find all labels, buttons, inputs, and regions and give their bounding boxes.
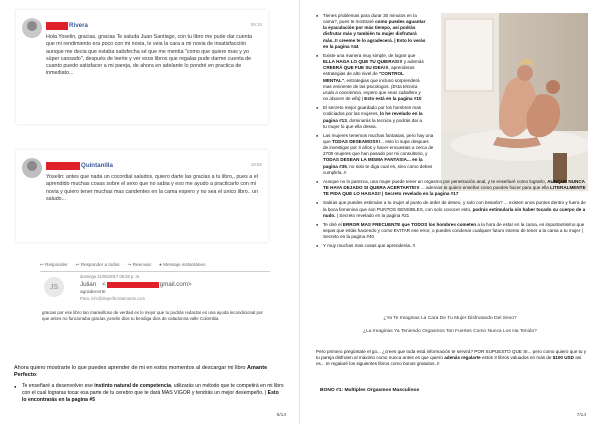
intro-paragraph: Ahora quiero mostrarte lo que puedes aprender de mi en estos momentos al descargar mi libro Amante Perfecto: (14, 365, 268, 379)
email-date: domingo 21/05/2017 06:26 p. m. (80, 274, 141, 279)
list-item: ● Existe una manera muy simple, de lograr que ELLA HAGA LO QUE TU QUIERAS!!! y además CREERÁ QUE FUE SU IDEA!!!, aprenderas estrategias de alto nivel de "CONTROL MENTAL", estrategias que incluso sorprenderá mas eminente de las psicologos. (Esta técnica usala a conciencia, espero que seas caballero y no abuses de ella) | Esto está en la pagina #10 (316, 53, 426, 102)
question-1: ¿Ya Te Imaginas La Cara De Tu Mujer Disfrutando Del Sexo? (383, 316, 517, 321)
commenter-surname: Quintanilla (81, 162, 113, 169)
list-item: ● Te diré el ERROR MAS FRECUENTE que TODOS los hombres cometen a la hora de estar en la cama, es importantisimo que sepas que estás haciendo y como EVITAR ese error, o puedes condenar cualquier futuro intento de tener a la cama a tu mujer | Secreto en la pagina #40 (316, 222, 588, 240)
closing-paragraph: Pero primero pregúntate el go... ¿crees que toda está información te servirá? POR SUPUESTO QUE SI... pero como quiero que tu y tu pareja disfruten al máximo como nunca antes es que quiero adenás regalarte estos 3 libros valuados en más de $100 USD así es... te regalaré los siguientes libros como bonos gratuitos..!! (316, 349, 587, 367)
redaction-bar (46, 162, 80, 170)
email-body: gracias por ese libro tan maravilloso de verdad es lo mejor que tu podrás redactar es una ayuda incondicional por que antes no funcionaba gracias yoselin dios tu bendiga dios de catadonna valle Colombia (42, 310, 263, 321)
list-item: ● Tienes problemas para durar 30 minutos en la cama?, pues te mostraré como puedes aguantar la eyaculación por más tiempo, así podrás disfrutar más y también tu mujer disfrutará más..!! creeme te lo agradecerá. | Esto lo verás en la pagina #44 (316, 13, 426, 50)
sender-name: Julian (80, 281, 97, 288)
page-number: 6/14 (276, 413, 286, 418)
sender-avatar: JS (44, 277, 64, 297)
redaction-bar (107, 282, 159, 288)
commenter-name (46, 21, 88, 30)
email-recipient: Para: info@deperfectoamante.com (80, 296, 146, 301)
list-item: ● El secreto mejor guardado por los hombres mas codiciados por las mujeres, lo he revelado en la pagina #13, dominarás la tecnica y podrás dar a tu mujer lo que ella desea. (316, 105, 426, 130)
testimonial-card-rivera (16, 10, 268, 124)
testimonial-card-quintanilla (16, 150, 268, 242)
list-item: ● Y muy muchas mas cosas que aprenderás..!! (316, 243, 588, 249)
testimonial-text: Yoselin: antes que nada un cocordial saludos, quiero darte las gracias a tu libro,, pues a el aprendido muchas cosas sobre el sexo que no sabia y eso me ayudo a practicarlo con mi novia y quiero tener muchas mas candentes en la cama espero y no sea el unico libro.. un saludo... (46, 174, 258, 202)
email-actions (40, 262, 206, 268)
redaction-bar (46, 22, 68, 30)
reply-action: ↩ Responder (40, 262, 68, 267)
benefit-list (14, 383, 284, 404)
list-item: ● Te enseñaré a desenvolver ese instinto natural de competencia, utilizarás un método que te competirá en mi libro con el cual lograras tocar esa parte de tu cerebro que te dará MAS VIGOR y tendrás un mejor desempeño. | Esto lo encontrarás en la pagina #5 (14, 383, 284, 404)
forward-action: ↪ Reenviar (127, 262, 152, 267)
im-action: ● Mensaje instantáneo (159, 262, 206, 267)
reply-all-action: ↩ Responder a todos (75, 262, 120, 267)
list-item: ● Las mujeres tenemos muchas fantasias, pero hay una que TODAS DESEAMOS!!!... esto lo supe despues de investigar por 3 años y hacer encuestas a cerca de 2700 mujeres que han pasado por mi consultorio, y TODAS DESEAN LA MISMA FANTASIA... en la pagina #35, no solo te diga cual es, sino como debes cumplirla..!! (316, 133, 434, 176)
page-7 (300, 0, 600, 424)
secrets-list (316, 13, 588, 252)
avatar (22, 18, 42, 38)
commenter-name (46, 161, 113, 170)
list-item: ● Sabías que puedes estimular a tu mujer al punto de arder de deseo, y solo con besarla? ... existen unos puntos dentro y fuera de la boca femenina que son PUNTOS SENSIBLES, con solo conocer esto, podrás estimularla sin haber tocado su cuerpo de a nudo. | Secreto revelado en la pagina #21 (316, 200, 588, 218)
bonus-heading: BONO #1: Multiples Orgasmos Masculinos (320, 388, 420, 393)
email-screenshot (14, 262, 274, 348)
email-subject: agradecerte (80, 290, 106, 295)
list-item: ● Aunque no lo parezca, una mujer puede tener un orgasmo por penetración anal, y te enseñaré como lograrlo, AUNQUE NUNCA TE HAYA DEJADO SI QUERA ACERTARTE!!! ... además te quiero enseñar como puedes hacer para que ella LITERALMENTE TE PIDA QUE LO HAGAS!! | Secreto revelado en la pagina #17 (316, 179, 588, 197)
sender-domain: gmail.com> (159, 281, 192, 288)
comment-time: 06:15 (250, 22, 262, 27)
comment-time: 18:56 (250, 162, 262, 167)
email-sender: Julian < gmail.com> (80, 281, 192, 288)
avatar (22, 158, 42, 178)
commenter-surname: Rivera (69, 22, 88, 29)
question-2: ¿La Imaginas Ya Teniendo Orgasmos Tan Fuertes Como Nunca Los Ha Tenido? (363, 329, 537, 334)
divider (40, 271, 270, 272)
page-number: 7/14 (576, 413, 586, 418)
testimonial-text: Hola Yoselin, gracias, gracias Te saluda Juan Santiago, con tu libro me pude dar cuenta que mi rendimiento era poco con mi novia, le veia la cara a mi novia de insatisfacción aunque me decia que estaba satisfecha sé que me mentía "como que quiere mas y yo súper cansado", después de leerte y ver esos libros que regalas pude darme cuenta de cuanto puedo satisfacer a mi pareja, de ahora en adelante lo pondré en practica de inmediato... (46, 34, 253, 77)
